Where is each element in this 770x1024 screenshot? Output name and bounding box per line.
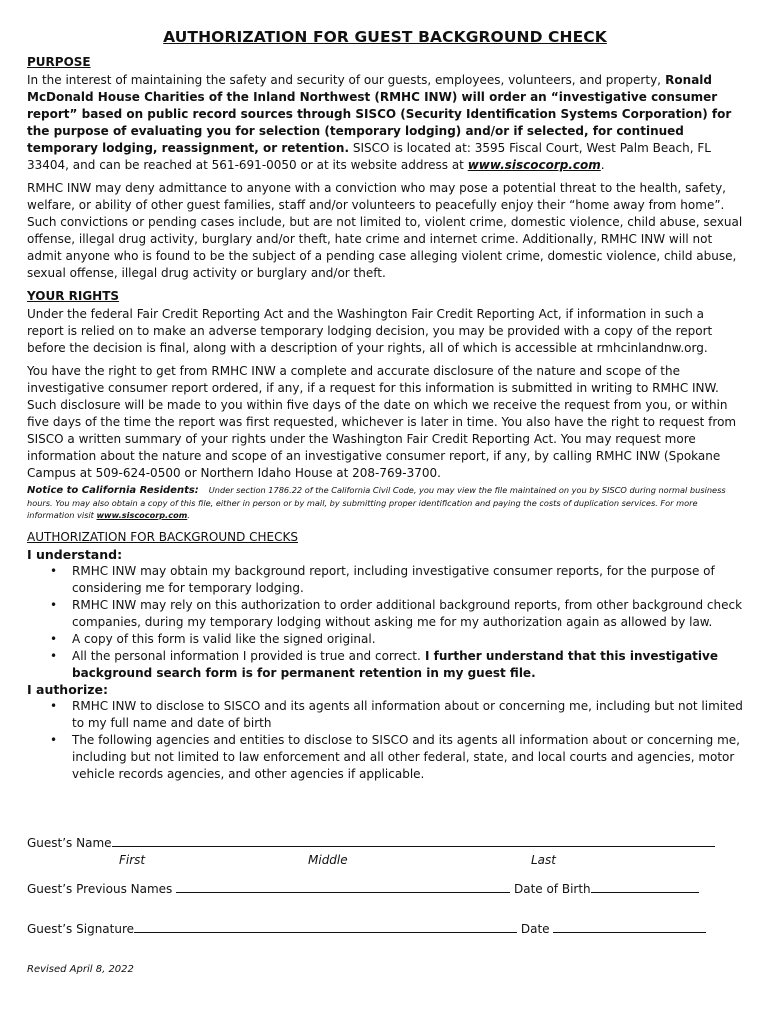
purpose-paragraph-2: RMHC INW may deny admittance to anyone with a conviction who may pose a potential threat to the health, safety, welfare, or ability of other guest families, staff and/or volunteers to peacefully enjoy their “home away from home”. Such convictions or pending cases include, but are not limited to, violent crime, domestic violence, child abuse, sexual offense, illegal drug activity, burglary and/or theft, hate crime and internet crime. Additionally, RMHC INW will not admit anyone who is found to be the subject of a pending case alleging violent crime, domestic violence, child abuse, sexual offense, illegal drug activity or burglary and/or theft.: [27, 181, 743, 280]
date-of-birth-label: Date of Birth: [513, 882, 591, 896]
understand-label: I understand:: [27, 547, 123, 562]
list-item-text: The following agencies and entities to disclose to SISCO and its agents all information about or concerning me, including but not limited to law enforcement and all other federal, state, and local courts and agencies, motor vehicle records agencies, and other agencies if applicable.: [72, 733, 740, 781]
revised-date: Revised April 8, 2022: [27, 964, 134, 975]
authorization-heading: AUTHORIZATION FOR BACKGROUND CHECKS: [27, 530, 298, 544]
page-title: AUTHORIZATION FOR GUEST BACKGROUND CHECK: [163, 28, 607, 46]
rights-paragraph-2: You have the right to get from RMHC INW a complete and accurate disclosure of the nature and scope of the investigative consumer report ordered, if any, if a request for this information is submitted in writing to RMHC INW. Such disclosure will be made to you within five days of the date on which we receive the request from you, or within five days of the time the report was first requested, whichever is later in time. You also have the right to request from SISCO a written summary of your rights under the Washington Fair Credit Reporting Act. You may request more information about the nature and scope of an investigative consumer report, if any, by calling RMHC INW (Spokane Campus at 509-624-0500 or Northern Idaho House at 208-769-3700.: [27, 364, 737, 480]
signature-field[interactable]: [134, 920, 517, 933]
previous-names-label: Guest’s Previous Names: [27, 882, 173, 896]
rights-heading: YOUR RIGHTS: [27, 289, 120, 303]
bullet-icon: •: [50, 733, 58, 747]
list-item: [50, 648, 743, 682]
purpose-rest-text: SISCO is located at: 3595 Fiscal Court, West Palm Beach, FL 33404, and can be reached at 561-691-0050 or at its website address at: [27, 141, 711, 172]
sisco-website-link[interactable]: www.siscocorp.com: [467, 158, 601, 172]
bullet-icon: •: [50, 699, 58, 713]
notice-sisco-link[interactable]: www.siscocorp.com: [96, 510, 188, 520]
list-item: [50, 698, 743, 732]
bullet-icon: •: [50, 649, 58, 663]
bullet-icon: •: [50, 632, 58, 646]
middle-name-caption: Middle: [308, 853, 348, 867]
purpose-heading: PURPOSE: [27, 55, 91, 69]
understand-list: [27, 563, 743, 682]
bullet-icon: •: [50, 598, 58, 612]
last-name-caption: Last: [531, 853, 556, 867]
notice-end-text: .: [187, 510, 190, 520]
list-item: [50, 597, 743, 631]
list-item-text: A copy of this form is valid like the signed original.: [72, 632, 376, 646]
california-notice-text: Under section 1786.22 of the California Civil Code, you may view the file maintained on you by SISCO during normal business hours. You may also obtain a copy of this file, either in person or by mail, by submitting proper identification and paying the costs of duplication services. For more information visit: [27, 485, 726, 520]
list-item-text: RMHC INW may rely on this authorization to order additional background reports, from other background check companies, during my temporary lodging without asking me for my authorization again as allowed by law.: [72, 598, 743, 629]
date-of-birth-field[interactable]: [591, 880, 699, 893]
purpose-intro-text: In the interest of maintaining the safety and security of our guests, employees, volunteers, and property,: [27, 73, 661, 87]
signature-label: Guest’s Signature: [27, 922, 135, 936]
signature-row: [27, 920, 706, 936]
list-item-text: RMHC INW may obtain my background report, including investigative consumer reports, for the purpose of considering me for temporary lodging.: [72, 564, 715, 595]
purpose-bold-text: Ronald McDonald House Charities of the Inland Northwest (RMHC INW) will order an “investigative consumer report” based on public record sources through SISCO (Security Identification Systems Corporation) for the purpose of evaluating you for selection (temporary lodging) and/or if selected, for continued temporary lodging, reassignment, or retention.: [27, 73, 732, 155]
guest-name-field[interactable]: [112, 834, 715, 847]
previous-names-field[interactable]: [176, 880, 510, 893]
california-notice-title: Notice to California Residents:: [27, 485, 199, 496]
first-name-caption: First: [119, 853, 146, 867]
date-field[interactable]: [553, 920, 706, 933]
bullet-icon: •: [50, 564, 58, 578]
guest-form: [27, 834, 743, 944]
authorize-list: [27, 698, 743, 783]
purpose-paragraph-1: [27, 72, 743, 174]
guest-name-row: [27, 834, 715, 850]
date-label: Date: [520, 922, 550, 936]
list-item: [50, 563, 743, 597]
purpose-end-text: .: [600, 158, 605, 172]
document-body: [27, 28, 743, 783]
guest-name-label: Guest’s Name: [27, 836, 112, 850]
list-item-bold-text: I further understand that this investigative background search form is for permanent retention in my guest file.: [72, 649, 718, 680]
list-item: [50, 732, 743, 783]
authorize-label: I authorize:: [27, 682, 108, 697]
california-notice: [27, 484, 743, 521]
previous-names-row: [27, 880, 699, 896]
rights-paragraph-1: Under the federal Fair Credit Reporting Act and the Washington Fair Credit Reporting Act, if information in such a report is relied on to make an adverse temporary lodging decision, you may be provided with a copy of the report before the decision is final, along with a description of your rights, all of which is accessible at rmhcinlandnw.org.: [27, 307, 713, 355]
list-item: [50, 631, 743, 648]
list-item-text: RMHC INW to disclose to SISCO and its agents all information about or concerning me, including but not limited to my full name and date of birth: [72, 699, 743, 730]
list-item-text: All the personal information I provided is true and correct.: [72, 649, 421, 663]
